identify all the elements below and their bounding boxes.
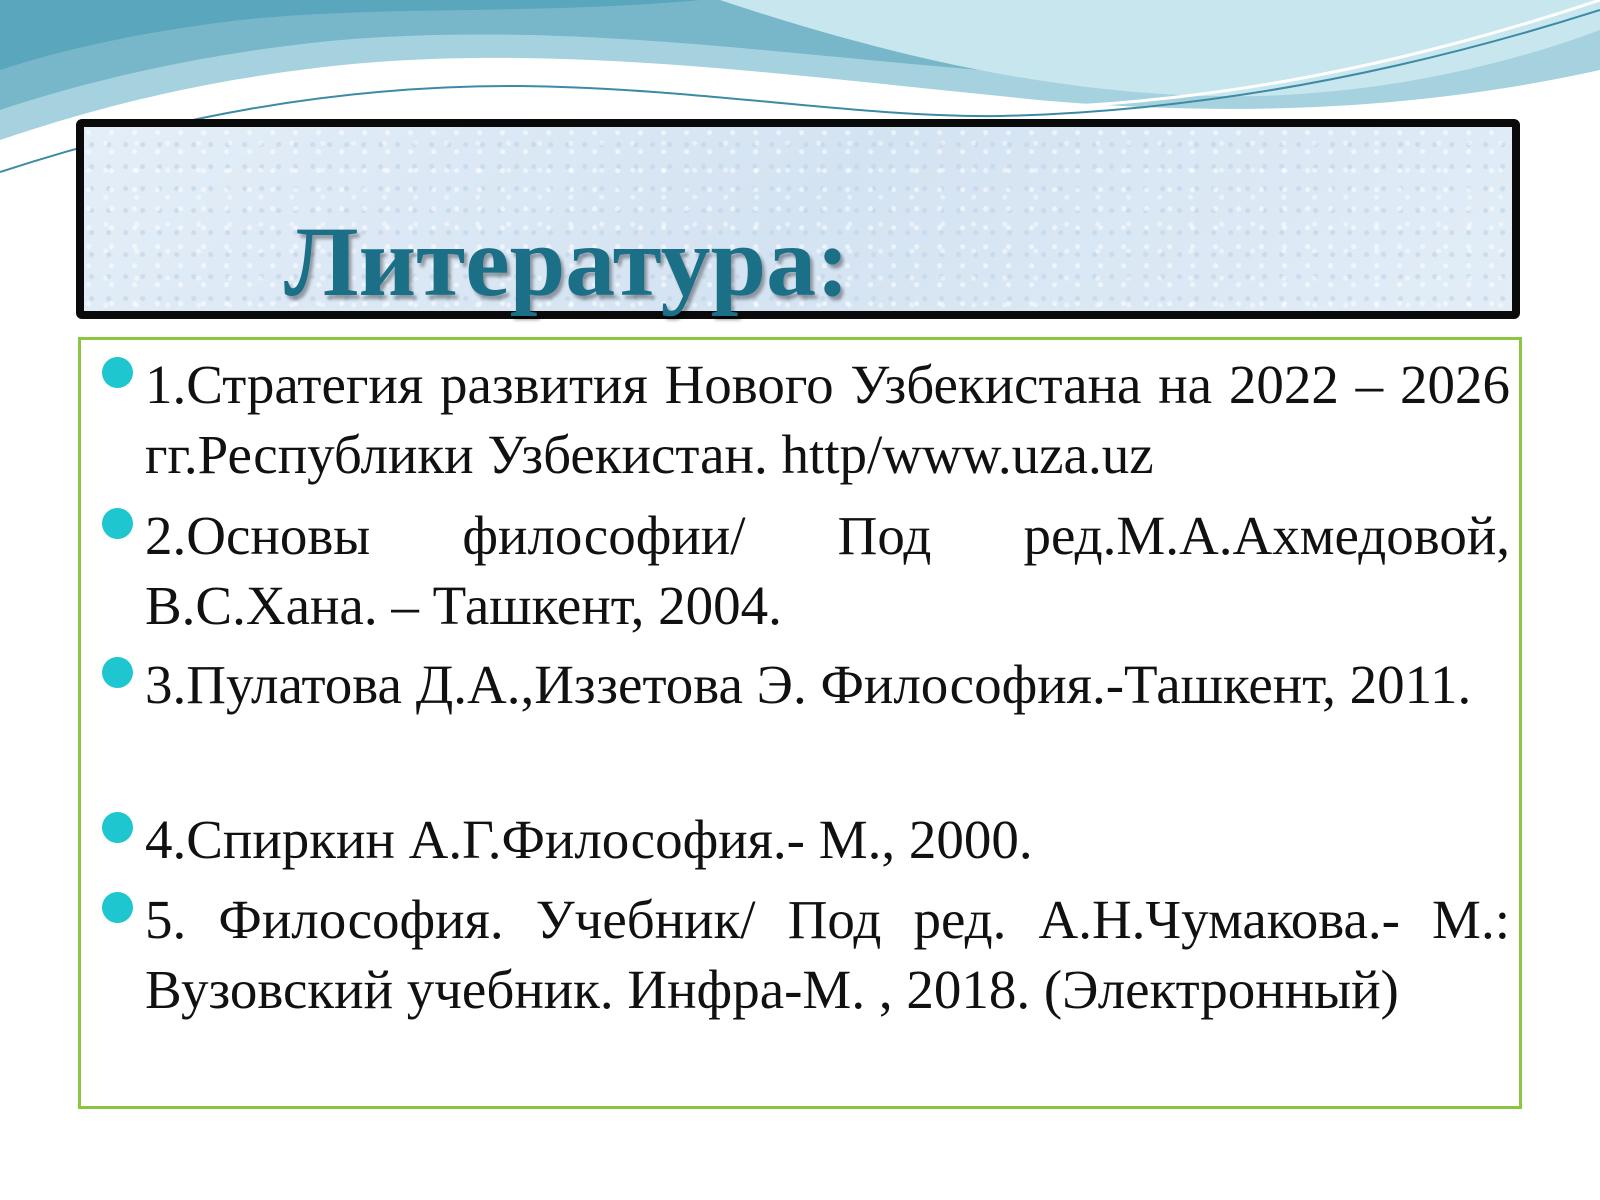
bullet-icon	[102, 508, 133, 539]
bullet-icon	[102, 812, 133, 843]
slide-title: Литература:	[284, 206, 850, 317]
title-box	[76, 119, 1520, 319]
reference-item: 1.Стратегия развития Нового Узбекистана на 2022 – 2026 гг.Республики Узбекистан. http/www.uza.uz	[145, 354, 1510, 485]
reference-item: 4.Спиркин А.Г.Философия.- М., 2000.	[145, 809, 1033, 870]
bullet-icon	[102, 657, 133, 688]
reference-item: 5. Философия. Учебник/ Под ред. А.Н.Чумакова.- М.: Вузовский учебник. Инфра-М. , 2018. (Электронный)	[145, 889, 1510, 1020]
references-box	[78, 337, 1522, 1109]
bullet-icon	[102, 357, 133, 388]
reference-item: 2.Основы философии/ Под ред.М.А.Ахмедовой, В.С.Хана. – Ташкент, 2004.	[145, 505, 1510, 636]
bullet-icon	[102, 892, 133, 923]
reference-item: 3.Пулатова Д.А.,Иззетова Э. Философия.-Ташкент, 2011.	[145, 654, 1472, 715]
